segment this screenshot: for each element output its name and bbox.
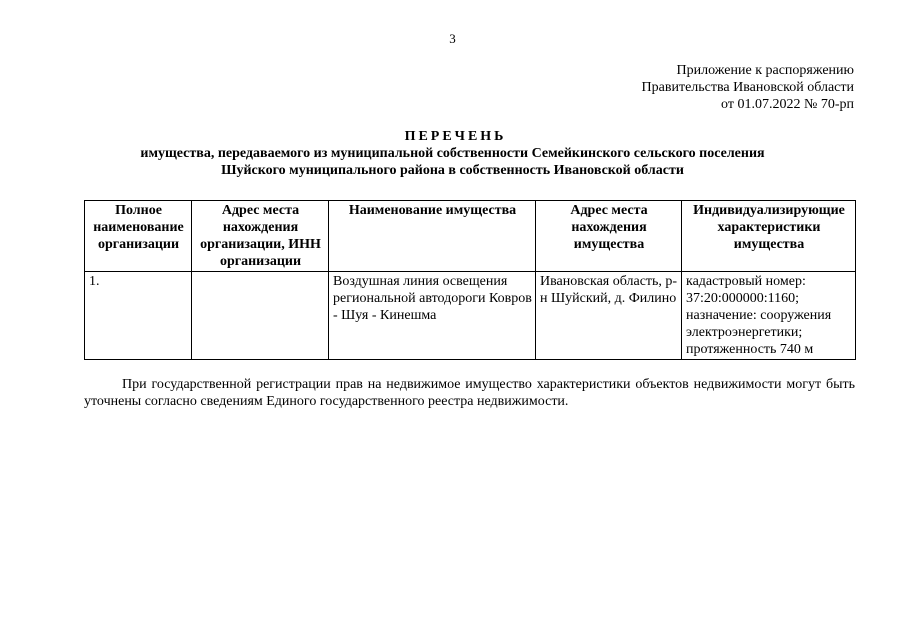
property-table bbox=[84, 200, 856, 360]
document-title bbox=[0, 128, 905, 179]
header-org-name: Полное наименование организации bbox=[85, 201, 192, 272]
appendix-line-3: от 01.07.2022 № 70-рп bbox=[721, 97, 854, 112]
title-main: ПЕРЕЧЕНЬ bbox=[404, 129, 507, 144]
title-line-1: имущества, передаваемого из муниципальной собственности Семейкинского сельского поселения bbox=[140, 146, 765, 161]
cell-characteristics: кадастровый номер: 37:20:000000:1160; назначение: сооружения электроэнергетики; протяженность 740 м bbox=[682, 272, 856, 360]
table-row bbox=[85, 272, 856, 360]
title-line-2: Шуйского муниципального района в собственность Ивановской области bbox=[221, 163, 684, 178]
table-header-row bbox=[85, 201, 856, 272]
page-number: 3 bbox=[449, 31, 456, 46]
appendix-line-2: Правительства Ивановской области bbox=[641, 80, 854, 95]
cell-number: 1. bbox=[85, 272, 192, 360]
cell-property-address: Ивановская область, р-н Шуйский, д. Филино bbox=[536, 272, 682, 360]
header-property-address: Адрес места нахождения имущества bbox=[536, 201, 682, 272]
registration-note: При государственной регистрации прав на недвижимое имущество характеристики объектов недвижимости могут быть уточнены согласно сведениям Единого государственного реестра недвижимости. bbox=[84, 377, 855, 409]
header-property-name: Наименование имущества bbox=[329, 201, 536, 272]
cell-property-name: Воздушная линия освещения региональной автодороги Ковров - Шуя - Кинешма bbox=[329, 272, 536, 360]
cell-org-address bbox=[192, 272, 329, 360]
appendix-line-1: Приложение к распоряжению bbox=[676, 63, 854, 78]
header-org-address: Адрес места нахождения организации, ИНН организации bbox=[192, 201, 329, 272]
appendix-block bbox=[642, 62, 854, 113]
header-characteristics: Индивидуализирующие характеристики имущества bbox=[682, 201, 856, 272]
